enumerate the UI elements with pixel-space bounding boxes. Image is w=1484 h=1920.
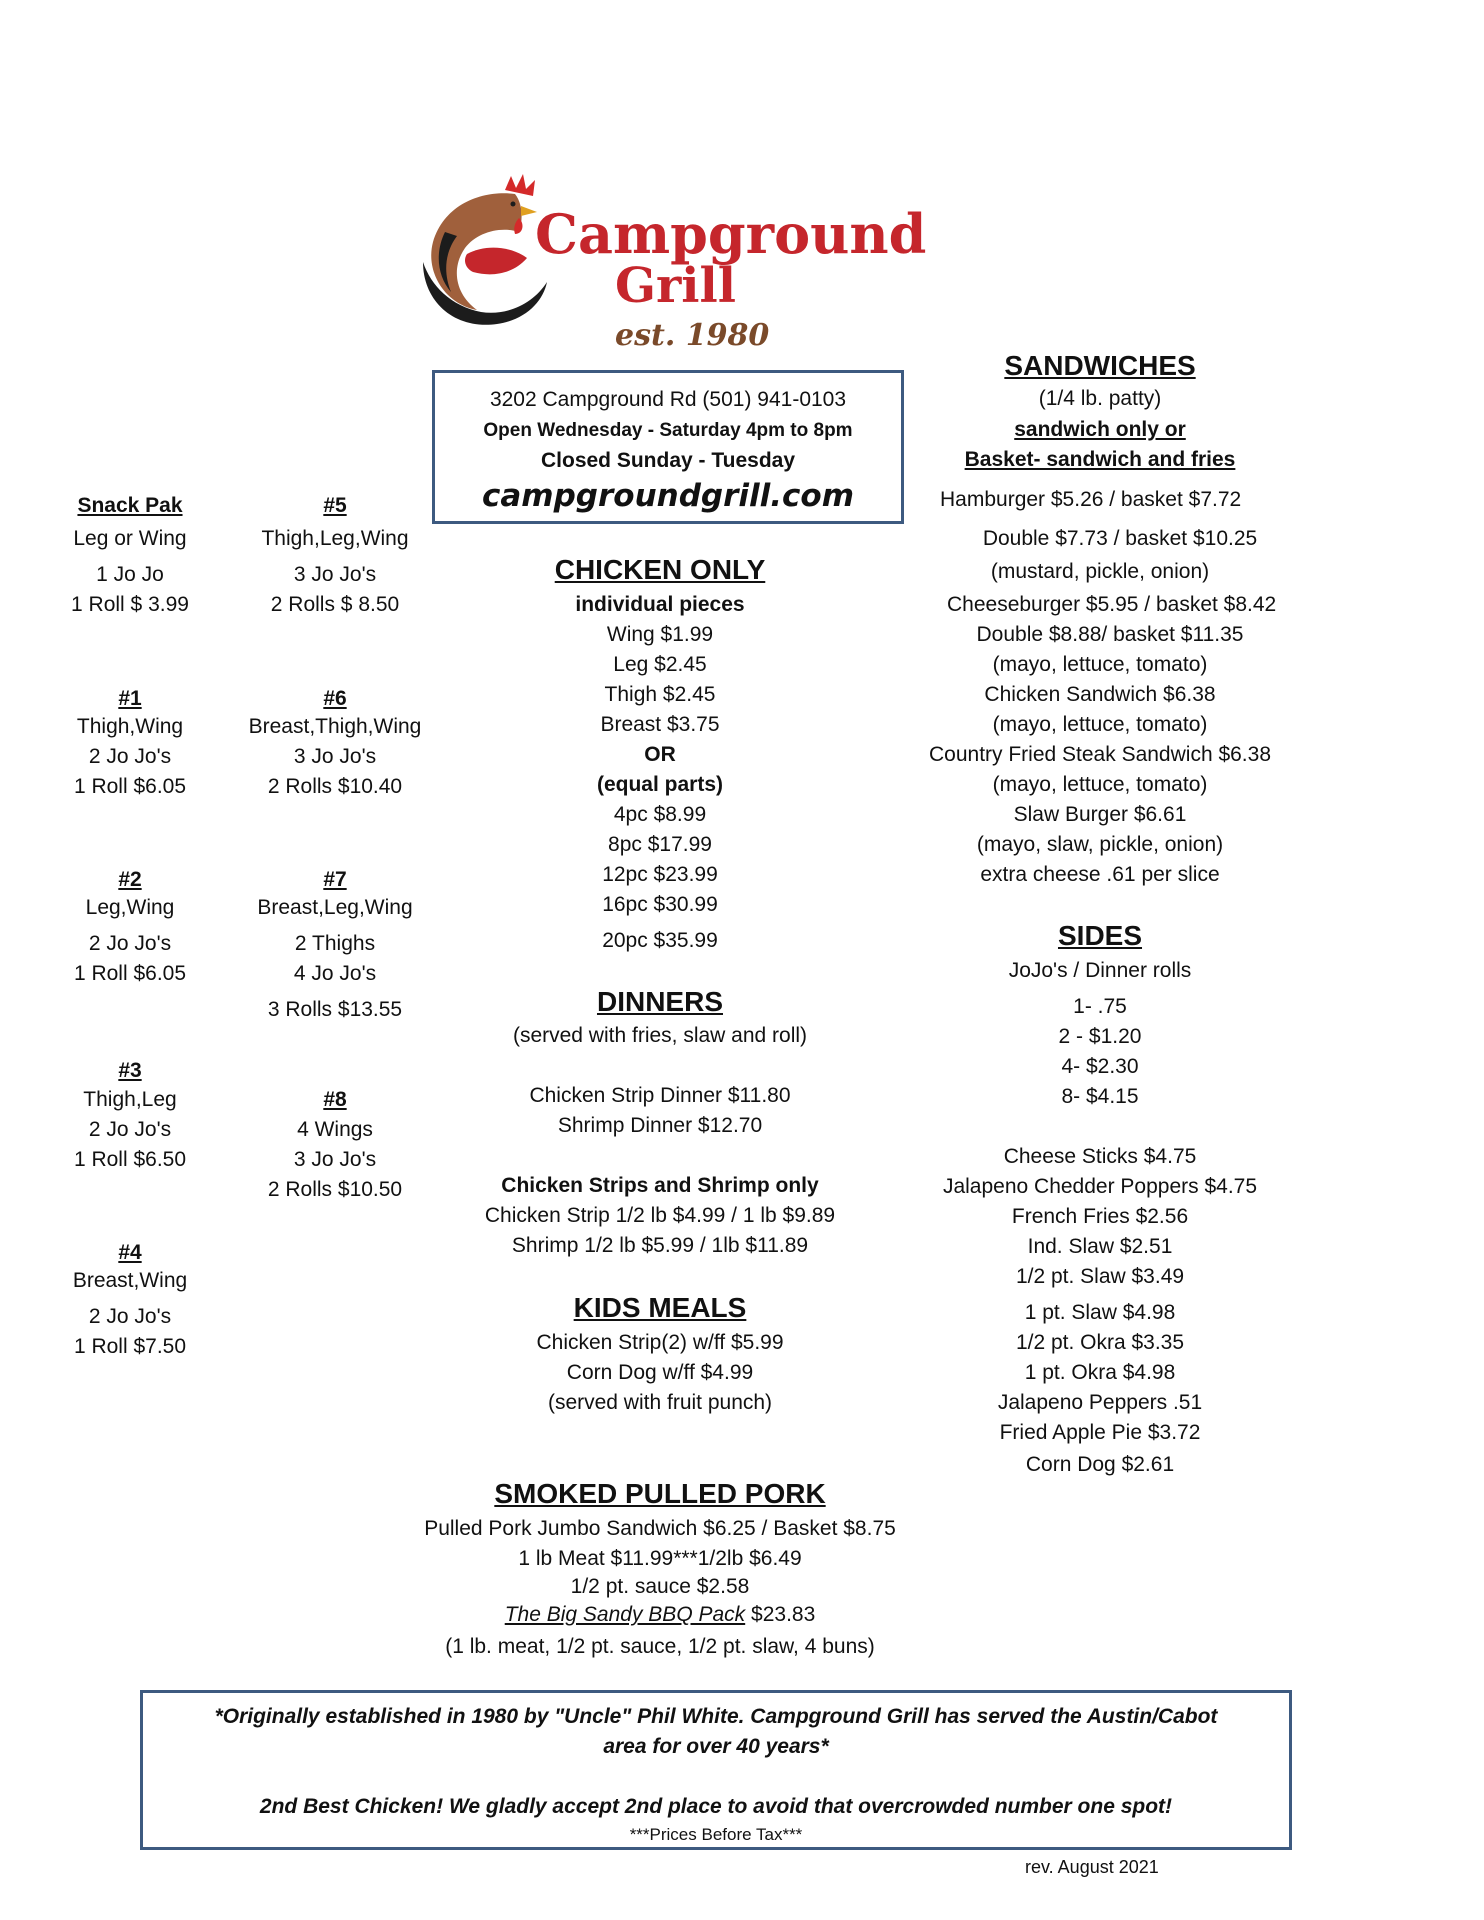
combo-line: 2 Thighs (294, 932, 376, 955)
equal-parts-label: (equal parts) (596, 773, 724, 796)
footer-box (140, 1690, 1292, 1850)
side-item: 1/2 pt. Slaw $3.49 (1015, 1265, 1185, 1288)
footer-history-line1: *Originally established in 1980 by "Uncle" Phil White. Campground Grill has served the Austin/Cabot (214, 1705, 1218, 1728)
combo-line: 2 Jo Jo's (88, 932, 172, 955)
chicken-pack: 20pc $35.99 (602, 929, 718, 952)
combo-line: Breast,Leg,Wing (257, 896, 413, 919)
chicken-pack: 12pc $23.99 (602, 863, 718, 886)
sandwiches-title: SANDWICHES (1004, 350, 1196, 381)
combo-title: #3 (118, 1059, 142, 1082)
combo-line: Leg or Wing (73, 527, 187, 550)
or-label: OR (644, 743, 676, 766)
side-item: Ind. Slaw $2.51 (1027, 1235, 1173, 1258)
brand-established: est. 1980 (615, 318, 770, 353)
pork-item: 1 lb Meat $11.99***1/2lb $6.49 (518, 1547, 802, 1570)
sides-roll: 8- $4.15 (1061, 1085, 1139, 1108)
pork-item: Pulled Pork Jumbo Sandwich $6.25 / Basket $8.75 (424, 1517, 896, 1540)
chicken-piece: Leg $2.45 (613, 653, 707, 676)
combo-title: #2 (118, 868, 142, 891)
combo-line: 2 Rolls $10.40 (267, 775, 403, 798)
sandwiches-option1: sandwich only or (1014, 418, 1186, 441)
combo-line: 1 Roll $6.05 (73, 775, 187, 798)
revision-note: rev. August 2021 (1025, 1857, 1159, 1877)
side-item: French Fries $2.56 (1011, 1205, 1189, 1228)
combo-title: #7 (323, 868, 347, 891)
side-item: 1 pt. Okra $4.98 (1024, 1361, 1176, 1384)
combo-line: Thigh,Wing (76, 715, 184, 738)
sandwich-item: Cheeseburger $5.95 / basket $8.42 (947, 593, 1277, 616)
tax-note: ***Prices Before Tax*** (629, 1825, 803, 1844)
sandwich-item: Country Fried Steak Sandwich $6.38 (928, 743, 1272, 766)
sandwich-item: extra cheese .61 per slice (980, 863, 1220, 886)
dinner-item: Chicken Strip Dinner $11.80 (529, 1084, 791, 1107)
bbq-pack-line (360, 1600, 960, 1630)
combo-title: #5 (323, 494, 347, 517)
sandwich-item: Double $7.73 / basket $10.25 (982, 527, 1258, 550)
combo-line: 2 Jo Jo's (88, 1118, 172, 1141)
combo-line: 2 Jo Jo's (88, 1305, 172, 1328)
dinner-sub-item: Chicken Strip 1/2 lb $4.99 / 1 lb $9.89 (484, 1204, 836, 1227)
chicken-only-title: CHICKEN ONLY (554, 554, 766, 585)
footer-history-line2: area for over 40 years* (603, 1735, 829, 1758)
side-item: Cheese Sticks $4.75 (1003, 1145, 1197, 1168)
kids-note: (served with fruit punch) (547, 1391, 773, 1414)
sides-roll: 4- $2.30 (1061, 1055, 1139, 1078)
sides-title: SIDES (1057, 920, 1143, 951)
brand-name-line2: Grill (615, 258, 736, 314)
side-item: 1 pt. Slaw $4.98 (1024, 1301, 1176, 1324)
sandwich-item: (mayo, lettuce, tomato) (992, 653, 1208, 676)
combo-line: 2 Rolls $10.50 (267, 1178, 403, 1201)
combo-line: 3 Jo Jo's (293, 563, 377, 586)
address-phone: 3202 Campground Rd (501) 941-0103 (489, 388, 847, 411)
kids-item: Corn Dog w/ff $4.99 (566, 1361, 754, 1384)
sandwich-item: Slaw Burger $6.61 (1013, 803, 1187, 826)
chicken-pack: 4pc $8.99 (613, 803, 707, 826)
combo-line: 1 Jo Jo (96, 563, 164, 586)
dinners-title: DINNERS (596, 986, 723, 1017)
sandwich-item: (mustard, pickle, onion) (990, 560, 1210, 583)
dinners-note: (served with fries, slaw and roll) (512, 1024, 808, 1047)
side-item: 1/2 pt. Okra $3.35 (1015, 1331, 1185, 1354)
dinner-item: Shrimp Dinner $12.70 (557, 1114, 763, 1137)
combo-title: Snack Pak (77, 494, 183, 517)
combo-line: 1 Roll $7.50 (73, 1335, 187, 1358)
combo-line: 1 Roll $6.50 (73, 1148, 187, 1171)
sandwich-item: (mayo, lettuce, tomato) (992, 713, 1208, 736)
kids-title: KIDS MEALS (573, 1292, 747, 1323)
combo-line: 2 Jo Jo's (88, 745, 172, 768)
combo-line: Leg,Wing (85, 896, 175, 919)
dinner-sub-item: Shrimp 1/2 lb $5.99 / 1lb $11.89 (511, 1234, 809, 1257)
sides-rolls-label: JoJo's / Dinner rolls (1008, 959, 1192, 982)
side-item: Corn Dog $2.61 (1025, 1453, 1175, 1476)
combo-line: 4 Jo Jo's (293, 962, 377, 985)
combo-title: #6 (323, 687, 347, 710)
sandwiches-option2: Basket- sandwich and fries (964, 448, 1236, 471)
hours-closed: Closed Sunday - Tuesday (541, 449, 795, 472)
pork-item: 1/2 pt. sauce $2.58 (570, 1575, 750, 1598)
bbq-pack-price: $23.83 (751, 1603, 816, 1626)
chicken-pack: 8pc $17.99 (608, 833, 712, 856)
brand-name-line1: Campground (535, 202, 927, 266)
sides-roll: 2 - $1.20 (1058, 1025, 1142, 1048)
logo (415, 172, 927, 357)
hours-open: Open Wednesday - Saturday 4pm to 8pm (483, 420, 853, 441)
pork-title: SMOKED PULLED PORK (494, 1478, 826, 1509)
dinners-subtitle: Chicken Strips and Shrimp only (501, 1174, 819, 1197)
combo-line: 1 Roll $ 3.99 (71, 593, 189, 616)
sandwich-item: (mayo, slaw, pickle, onion) (976, 833, 1224, 856)
bbq-pack-name: The Big Sandy BBQ Pack (504, 1603, 746, 1626)
combo-line: Thigh,Leg (83, 1088, 177, 1111)
sandwich-item: Hamburger $5.26 / basket $7.72 (940, 488, 1242, 511)
bbq-pack-desc: (1 lb. meat, 1/2 pt. sauce, 1/2 pt. slaw, 4 buns) (445, 1635, 875, 1658)
chicken-piece: Breast $3.75 (600, 713, 720, 736)
combo-title: #4 (118, 1241, 142, 1264)
combo-line: 2 Rolls $ 8.50 (270, 593, 400, 616)
sandwich-item: Chicken Sandwich $6.38 (984, 683, 1216, 706)
info-box (432, 370, 904, 524)
website-link[interactable]: campgroundgrill.com (482, 478, 854, 514)
kids-item: Chicken Strip(2) w/ff $5.99 (536, 1331, 784, 1354)
footer-slogan: 2nd Best Chicken! We gladly accept 2nd place to avoid that overcrowded number one spot! (259, 1795, 1173, 1818)
combo-line: 1 Roll $6.05 (73, 962, 187, 985)
chicken-only-subtitle: individual pieces (575, 593, 745, 616)
sandwich-item: Double $8.88/ basket $11.35 (976, 623, 1244, 646)
combo-line: 3 Jo Jo's (293, 745, 377, 768)
chicken-piece: Thigh $2.45 (604, 683, 716, 706)
side-item: Jalapeno Chedder Poppers $4.75 (942, 1175, 1258, 1198)
chicken-pack: 16pc $30.99 (602, 893, 718, 916)
chicken-piece: Wing $1.99 (606, 623, 714, 646)
combo-title: #8 (323, 1088, 347, 1111)
sandwich-item: (mayo, lettuce, tomato) (992, 773, 1208, 796)
side-item: Jalapeno Peppers .51 (997, 1391, 1203, 1414)
combo-line: Breast,Wing (72, 1269, 188, 1292)
sides-roll: 1- .75 (1073, 995, 1127, 1018)
combo-title: #1 (118, 687, 142, 710)
combo-line: Breast,Thigh,Wing (248, 715, 422, 738)
combo-line: 3 Rolls $13.55 (267, 998, 403, 1021)
combo-line: 3 Jo Jo's (293, 1148, 377, 1171)
combo-line: Thigh,Leg,Wing (261, 527, 409, 550)
combo-line: 4 Wings (297, 1118, 373, 1141)
side-item: Fried Apple Pie $3.72 (999, 1421, 1201, 1444)
sandwiches-patty: (1/4 lb. patty) (1038, 387, 1162, 410)
